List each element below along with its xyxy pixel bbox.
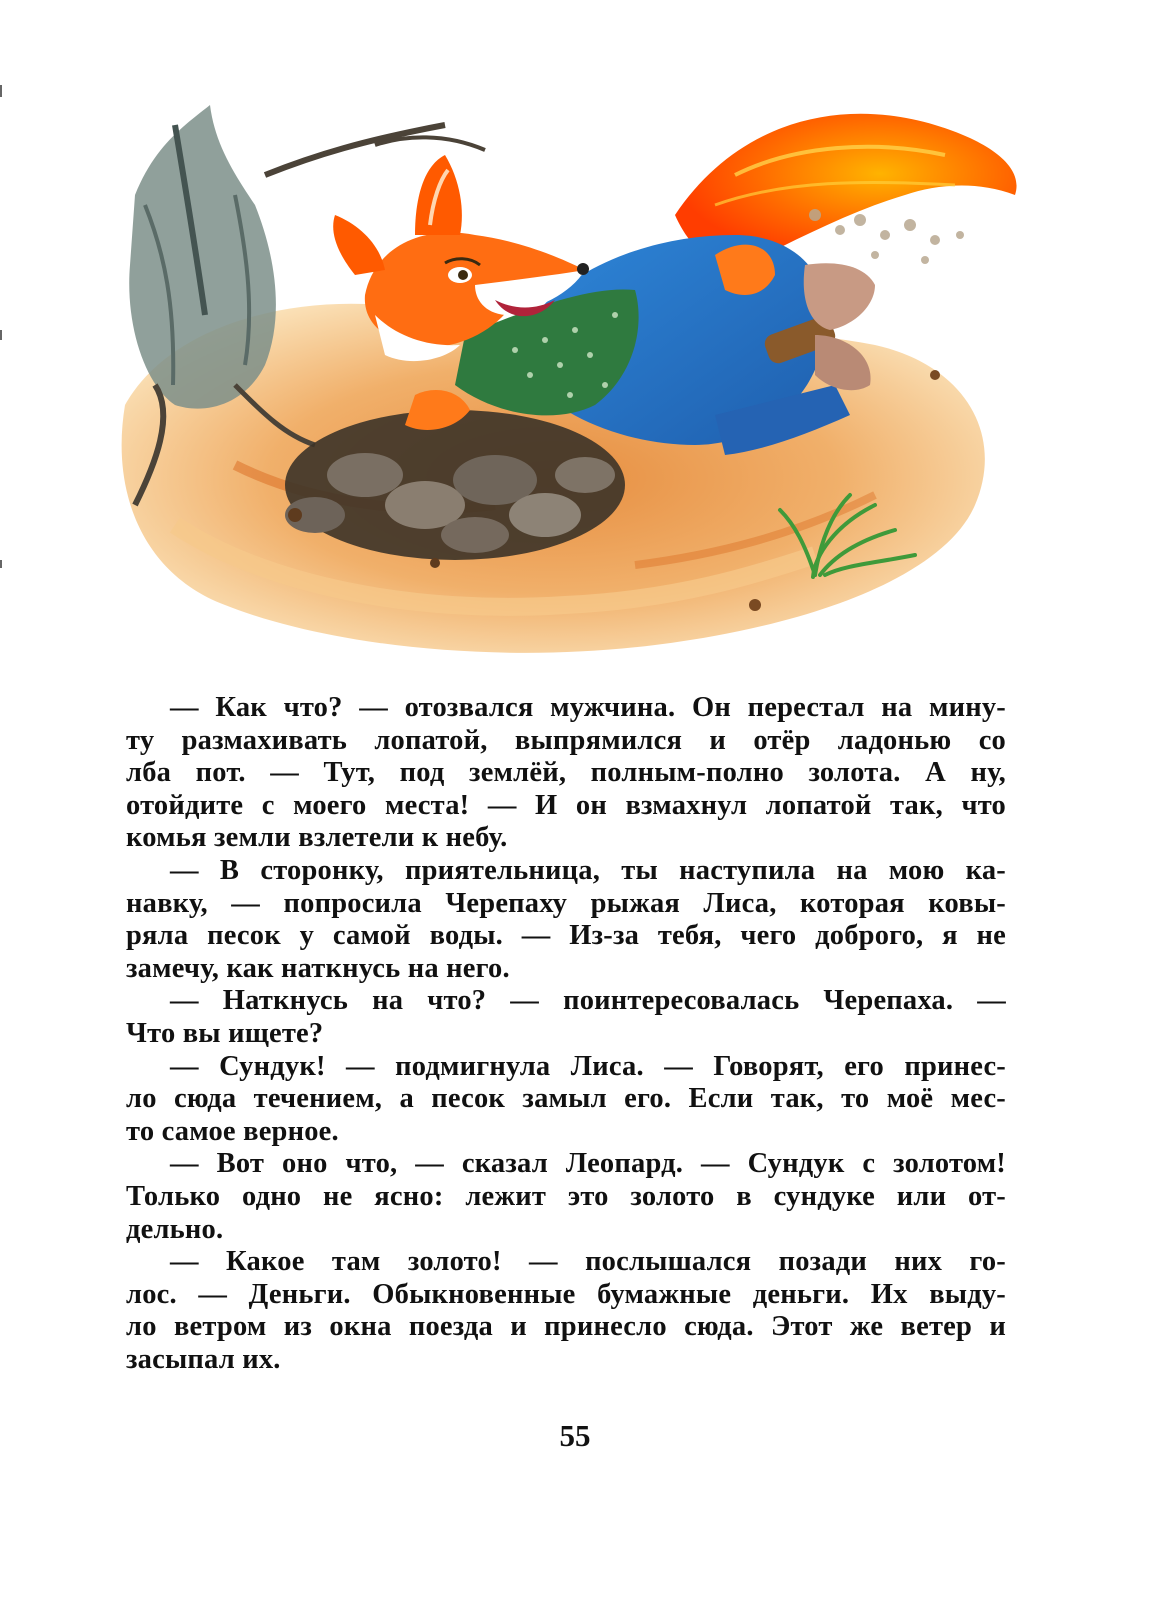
text-line: то самое верное.: [126, 1115, 339, 1147]
text-line: ряла песок у самой воды. — Из-за тебя, чего доброго, я не: [126, 920, 1006, 952]
text-line: — В сторонку, приятельница, ты наступила на мою ка-: [170, 854, 1006, 886]
fox-digging-picture: [115, 85, 1035, 670]
paragraph: [126, 1148, 1006, 1246]
paragraph: [126, 985, 1006, 1050]
text-line: засыпал их.: [126, 1343, 281, 1375]
text-line: — Вот оно что, — сказал Леопард. — Сундук с золотом!: [170, 1148, 1006, 1180]
text-line: — Какое там золото! — послышался позади них го-: [170, 1246, 1006, 1278]
text-line: лос. — Деньги. Обыкновенные бумажные деньги. Их выду-: [126, 1278, 1006, 1310]
page-number: 55: [559, 1418, 591, 1453]
text-line: ло сюда течением, а песок замыл его. Если так, то моё мес-: [126, 1083, 1006, 1115]
text-line: ло ветром из окна поезда и принесло сюда. Этот же ветер и: [126, 1311, 1006, 1343]
text-line: навку, — попросила Черепаху рыжая Лиса, которая ковы-: [126, 887, 1006, 919]
story-text: [126, 692, 1006, 1376]
text-line: — Наткнусь на что? — поинтересовалась Черепаха. —: [170, 985, 1006, 1017]
scan-mark: [0, 560, 2, 568]
scan-mark: [0, 85, 2, 97]
text-line: лба пот. — Тут, под землёй, полным-полно золота. А ну,: [126, 757, 1006, 789]
text-line: — Как что? — отозвался мужчина. Он перестал на мину-: [170, 692, 1006, 723]
text-line: Только одно не ясно: лежит это золото в сундуке или от-: [126, 1180, 1006, 1212]
text-line: — Сундук! — подмигнула Лиса. — Говорят, его принес-: [170, 1050, 1006, 1082]
text-line: ту размахивать лопатой, выпрямился и отёр ладонью со: [126, 724, 1006, 756]
text-line: замечу, как наткнусь на него.: [126, 952, 510, 984]
paragraph: [126, 855, 1006, 985]
scan-mark: [0, 330, 2, 340]
text-line: дельно.: [126, 1213, 224, 1245]
paragraph: [126, 1246, 1006, 1376]
fox-illustration: [115, 85, 1035, 670]
paragraph: [126, 692, 1006, 855]
text-line: отойдите с моего места! — И он взмахнул лопатой так, что: [126, 789, 1006, 821]
text-line: комья земли взлетели к небу.: [126, 822, 508, 854]
text-line: Что вы ищете?: [126, 1017, 324, 1049]
paragraph: [126, 1051, 1006, 1149]
